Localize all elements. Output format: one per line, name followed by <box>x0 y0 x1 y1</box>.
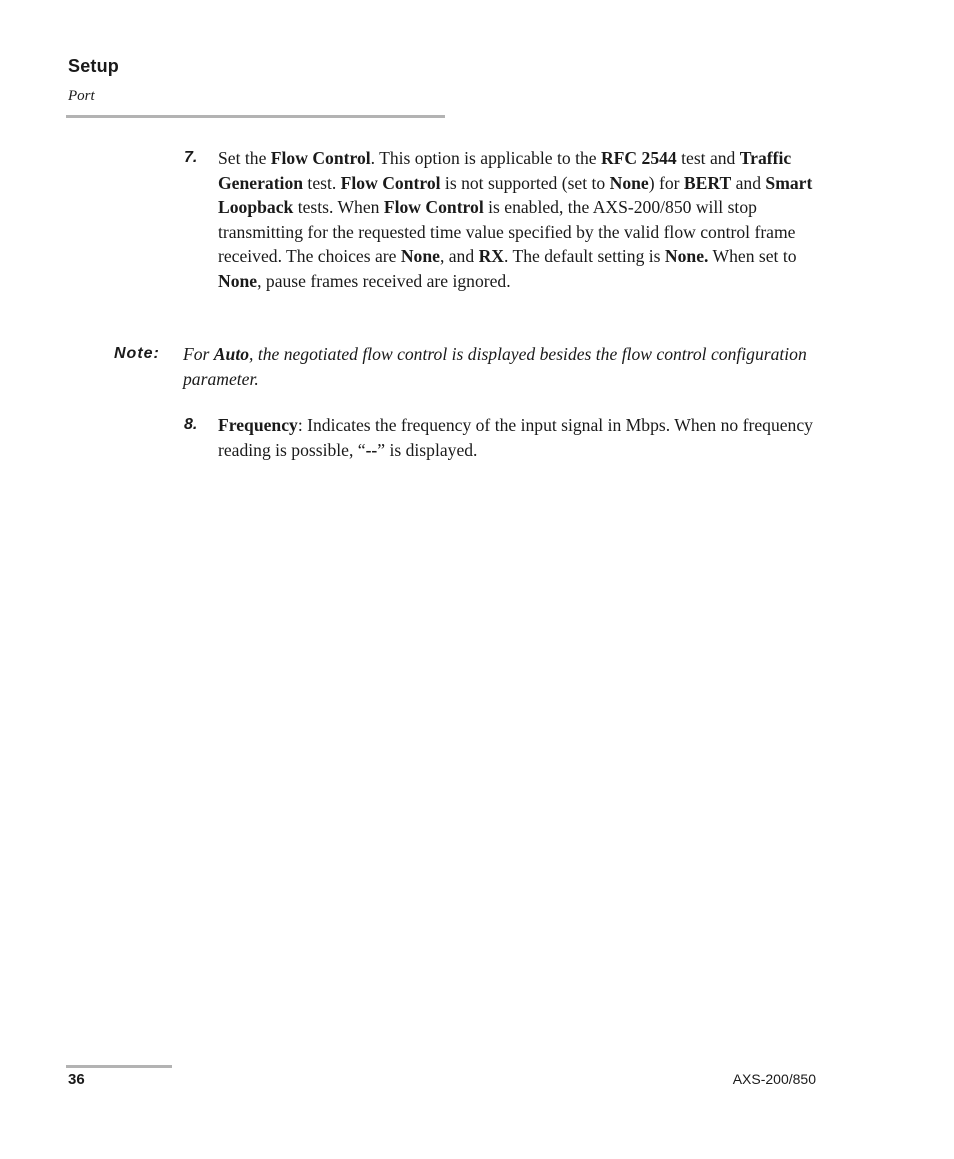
text-run: is enabled, the AXS-200/850 will stop transmitting for the requested time value specified by the valid flow control frame received. The choices are <box>218 197 796 267</box>
section-title: Setup <box>68 56 120 76</box>
text-run: Set the <box>218 148 271 168</box>
emphasized-term: Frequency <box>218 415 298 435</box>
footer-divider <box>66 1065 172 1068</box>
emphasized-term: RX <box>478 246 504 267</box>
step-8 <box>184 413 824 462</box>
emphasized-term: Traffic Generation <box>218 148 792 193</box>
note <box>114 342 834 391</box>
emphasized-term: Auto <box>213 344 250 364</box>
emphasized-term: Flow Control <box>340 172 441 193</box>
step-8-text <box>218 413 824 462</box>
step-8-number: 8. <box>184 416 198 433</box>
text-run: , and <box>439 246 479 267</box>
text-run: tests. When <box>293 197 384 218</box>
emphasized-term: Flow Control <box>383 197 484 218</box>
emphasized-term: Smart Loopback <box>218 172 813 218</box>
note-label: Note: <box>114 345 160 362</box>
step-7-text <box>218 146 824 294</box>
text-run: and <box>731 172 766 193</box>
text-run: ” is displayed. <box>377 439 478 460</box>
text-run: When set to <box>708 246 797 267</box>
text-run: ) for <box>648 172 684 193</box>
text-run: is not supported (set to <box>440 172 610 193</box>
page-number: 36 <box>68 1071 85 1088</box>
step-7 <box>184 146 824 294</box>
emphasized-term: None <box>609 172 649 193</box>
header-divider <box>66 115 445 118</box>
emphasized-term: Flow Control <box>270 148 371 168</box>
text-run: test. <box>303 172 341 193</box>
emphasized-term: None. <box>664 246 709 267</box>
subsection-title: Port <box>68 88 95 104</box>
note-text <box>183 342 834 391</box>
text-run: : Indicates the frequency of the input signal in Mbps. When no frequency reading is possible, “ <box>218 415 813 460</box>
step-7-number: 7. <box>184 149 198 166</box>
product-model: AXS-200/850 <box>732 1071 816 1087</box>
text-run: . The default setting is <box>503 246 665 267</box>
text-run: For <box>183 344 214 364</box>
text-run: test and <box>676 148 740 168</box>
emphasized-term: None <box>400 246 440 267</box>
emphasized-term: BERT <box>683 172 732 193</box>
text-run: , pause frames received are ignored. <box>257 270 511 291</box>
emphasized-term: None <box>218 270 258 291</box>
emphasized-term: -- <box>365 439 378 460</box>
text-run: , the negotiated flow control is displayed besides the flow control configuration parameter. <box>183 344 807 389</box>
text-run: . This option is applicable to the <box>370 148 601 168</box>
emphasized-term: RFC 2544 <box>600 148 677 168</box>
